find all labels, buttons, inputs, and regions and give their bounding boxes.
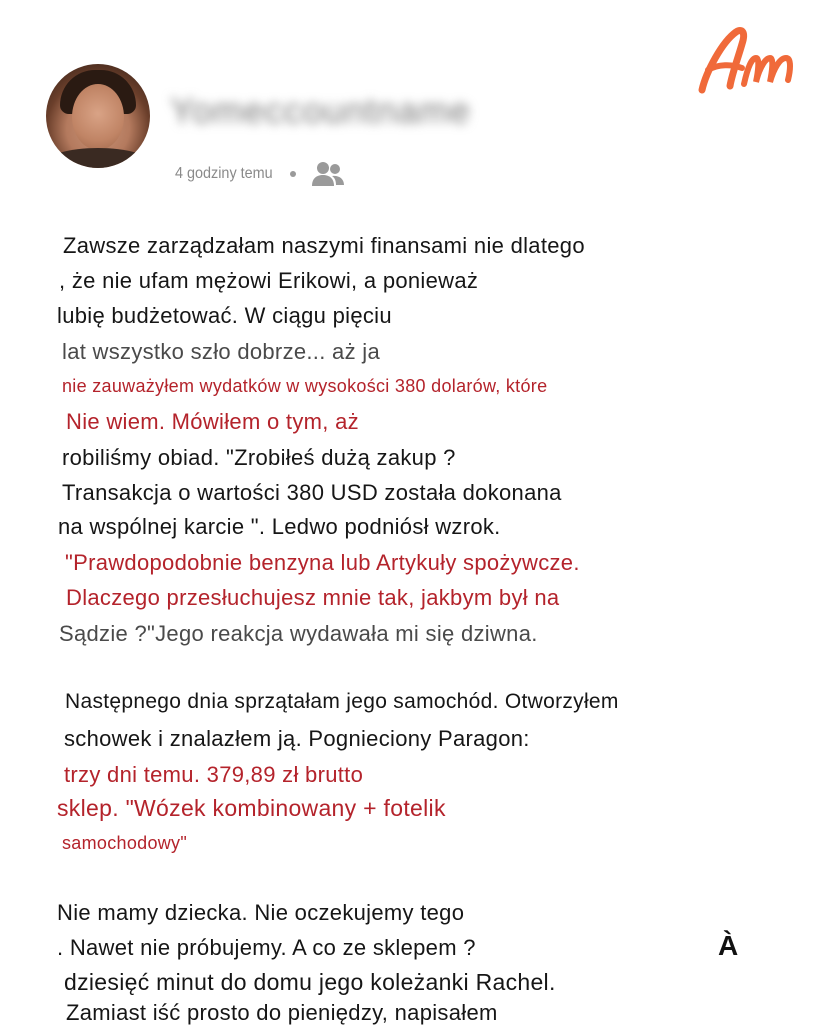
story-line: Sądzie ?"Jego reakcja wydawała mi się dziwna. xyxy=(59,621,538,646)
story-line: robiliśmy obiad. "Zrobiłeś dużą zakup ? xyxy=(62,445,456,470)
brand-logo xyxy=(692,22,802,102)
story-line: dziesięć minut do domu jego koleżanki Rachel. xyxy=(64,969,556,995)
story-line: Nie mamy dziecka. Nie oczekujemy tego xyxy=(57,900,465,925)
username[interactable]: Yomeccountname xyxy=(170,90,471,131)
story-line: Dlaczego przesłuchujesz mnie tak, jakbym był na xyxy=(66,585,560,610)
story-line: nie zauważyłem wydatków w wysokości 380 dolarów, które xyxy=(62,376,548,396)
story-line: Transakcja o wartości 380 USD została dokonana xyxy=(62,480,562,505)
story-line: . Nawet nie próbujemy. A co ze sklepem ? xyxy=(57,935,476,960)
story-line: schowek i znalazłem ją. Pognieciony Paragon: xyxy=(64,726,530,751)
avatar[interactable] xyxy=(46,64,150,168)
story-line: lat wszystko szło dobrze... aż ja xyxy=(62,339,381,364)
separator-dot xyxy=(290,171,296,177)
story-line: "Prawdopodobnie benzyna lub Artykuły spożywcze. xyxy=(65,550,580,575)
story-line: Następnego dnia sprzątałam jego samochód. Otworzyłem xyxy=(65,690,619,713)
story-line: Nie wiem. Mówiłem o tym, aż xyxy=(66,409,359,434)
story-line: trzy dni temu. 379,89 zł brutto xyxy=(64,762,364,787)
post-meta xyxy=(175,160,346,188)
friends-icon[interactable] xyxy=(310,160,346,188)
story-line: sklep. "Wózek kombinowany + fotelik xyxy=(57,795,446,821)
post-time: 4 godziny temu xyxy=(175,165,273,182)
story-line: lubię budżetować. W ciągu pięciu xyxy=(57,303,392,328)
story-line: Zamiast iść prosto do pieniędzy, napisałem xyxy=(66,1000,498,1025)
story-line: samochodowy" xyxy=(62,833,188,853)
story-line: na wspólnej karcie ". Ledwo podniósł wzrok. xyxy=(58,514,501,539)
stray-glyph: À xyxy=(718,930,739,961)
story-line: Zawsze zarządzałam naszymi finansami nie dlatego xyxy=(63,233,585,258)
story-line: , że nie ufam mężowi Erikowi, a ponieważ xyxy=(59,268,479,293)
